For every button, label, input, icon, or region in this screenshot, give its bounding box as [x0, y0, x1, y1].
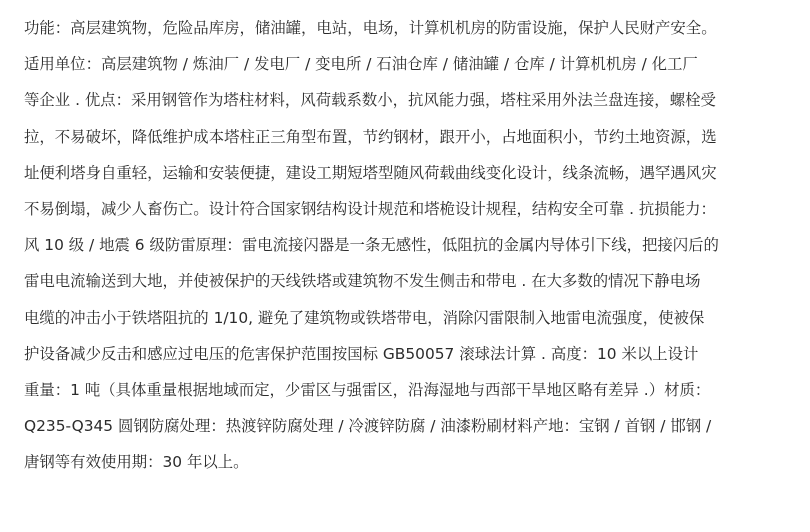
text-line: 不易倒塌，减少人畜伤亡。设计符合国家钢结构设计规范和塔桅设计规程，结构安全可靠 . 抗损能力： — [24, 199, 716, 218]
text-line: Q235-Q345 圆钢防腐处理：热渡锌防腐处理 / 冷渡锌防腐 / 油漆粉刷材料产地：宝钢 / 首钢 / 邯钢 / — [24, 417, 712, 436]
text-line: 拉，不易破坏，降低维护成本塔柱正三角型布置，节约钢材，跟开小，占地面积小，节约土地资源，选 — [24, 127, 717, 146]
text-line: 功能：高层建筑物，危险品库房，储油罐，电站，电场，计算机机房的防雷设施，保护人民财产安全。 — [24, 19, 717, 37]
product-description — [24, 0, 810, 480]
text-line: 护设备减少反击和感应过电压的危害保护范围按国标 GB50057 滚球法计算 . 高度：10 米以上设计 — [24, 344, 699, 363]
text-line: 电缆的冲击小于铁塔阻抗的 1/10, 避免了建筑物或铁塔带电，消除闪雷限制入地雷电流强度，使被保 — [24, 308, 705, 327]
text-line: 风 10 级 / 地震 6 级防雷原理：雷电流接闪器是一条无感性，低阻抗的金属内导体引下线，把接闪后的 — [24, 236, 719, 255]
text-line: 适用单位：高层建筑物 / 炼油厂 / 发电厂 / 变电所 / 石油仓库 / 储油罐 / 仓库 / 计算机机房 / 化工厂 — [24, 55, 698, 74]
text-line: 等企业 . 优点：采用钢管作为塔柱材料，风荷载系数小，抗风能力强，塔柱采用外法兰盘连接，螺栓受 — [24, 91, 716, 110]
text-line: 重量：1 吨（具体重量根据地域而定，少雷区与强雷区，沿海湿地与西部干旱地区略有差异 .）材质： — [24, 380, 711, 399]
text-line: 唐钢等有效使用期：30 年以上。 — [24, 453, 249, 472]
text-line: 址便利塔身自重轻，运输和安装便捷，建设工期短塔型随风荷载曲线变化设计，线条流畅，遇罕遇风灾 — [24, 163, 717, 182]
text-line: 雷电电流输送到大地，并使被保护的天线铁塔或建筑物不发生侧击和带电 . 在大多数的情况下静电场 — [24, 272, 701, 291]
